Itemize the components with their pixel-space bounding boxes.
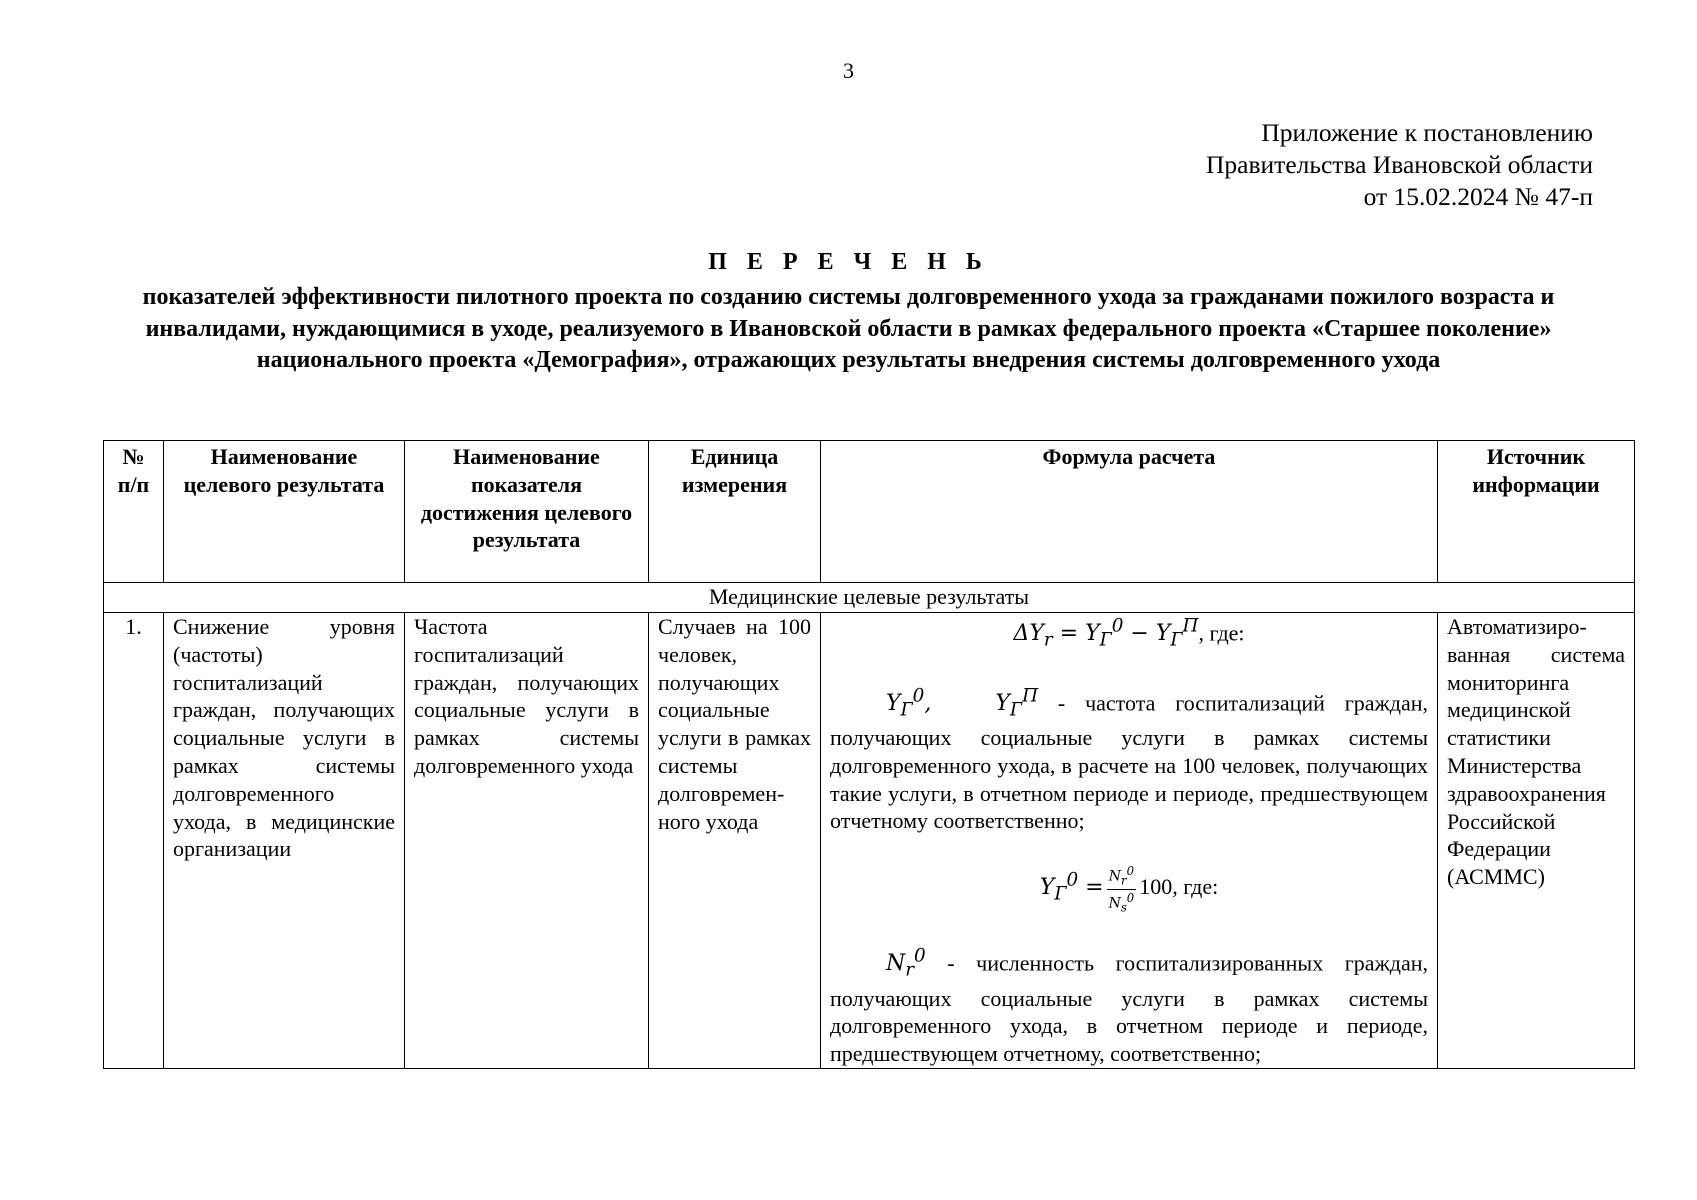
formula-vars-2: $N_r^0$ [886,946,926,981]
appendix-line-1: Приложение к постановлению [1261,118,1593,147]
table-row [104,613,1635,1069]
formula-description-2-text: - численность госпитализированных граждан, получающих социальные услуги в рамках системы долговременного ухода, в отчетном периоде и периоде, предшествующем отчетному, соответственно; [830,950,1428,1067]
document-subtitle: показателей эффективности пилотного проекта по созданию системы долговременного ухода за гражданами пожилого возраста и инвалидами, нуждающимися в уходе, реализуемого в Ивановской области в рамках федерального проекта «Старшее поколение» национального проекта «Демография», отражающих результаты внедрения системы долговременного ухода [142,284,1555,373]
formula-delta-suffix: , где: [1198,620,1245,646]
header-num: № п/п [104,441,164,583]
header-formula: Формула расчета [821,441,1438,583]
formula-factor: 100 [1139,874,1173,900]
row-target-result: Снижение уровня (частоты) госпитализаций граждан, получающих социальные услуги в рамках системы долговременного ухода, в медицинские организации [164,613,405,1069]
formula-description-1-text: - частота госпитализаций граждан, получающих социальные услуги в рамках системы долговременного ухода, в расчете на 100 человек, получающих такие услуги, в отчетном периоде и периоде, предшествующем отчетному соответственно; [830,689,1428,834]
header-unit: Единица измерения [649,441,821,583]
appendix-line-3: от 15.02.2024 № 47-п [1363,182,1593,211]
formula-description-2 [830,943,1428,1068]
indicators-table [103,440,1635,1069]
row-formula [821,613,1438,1069]
header-indicator: Наименование показателя достижения целевого результата [405,441,649,583]
appendix-note [1206,117,1593,213]
formula-delta-math: $\Delta Y_r = Y_Г^0 - Y_Г^П$ [1013,616,1199,651]
header-source: Источник информации [1438,441,1635,583]
header-target-result: Наименование целевого результата [164,441,405,583]
row-source: Автоматизиро-ванная система мониторинга медицинской статистики Министерства здравоохранения Российской Федерации (АСММС) [1438,613,1635,1069]
formula-fraction: $\frac{N_r^0}{N_s^0}$ [1108,864,1135,915]
formula-ratio [830,863,1428,915]
row-unit: Случаев на 100 человек, получающих социальные услуги в рамках системы долговремен-ного ухода [649,613,821,1069]
row-indicator: Частота госпитализаций граждан, получающих социальные услуги в рамках системы долговременного ухода [405,613,649,1069]
formula-description-1 [830,683,1428,836]
formula-vars-1: $Y_Г^0$, $Y_Г^П$ [886,685,1039,721]
section-title: Медицинские целевые результаты [104,583,1635,613]
row-num: 1. [104,613,164,1069]
table-header-row [104,441,1635,583]
formula-ratio-suffix: , где: [1172,874,1219,900]
formula-delta [830,613,1428,655]
formula-ratio-lhs: $Y_Г^0$ = [1039,869,1104,905]
appendix-line-2: Правительства Ивановской области [1206,150,1593,179]
page-number: 3 [843,58,854,83]
section-row [104,583,1635,613]
document-title: П Е Р Е Ч Е Н Ь [708,249,989,275]
